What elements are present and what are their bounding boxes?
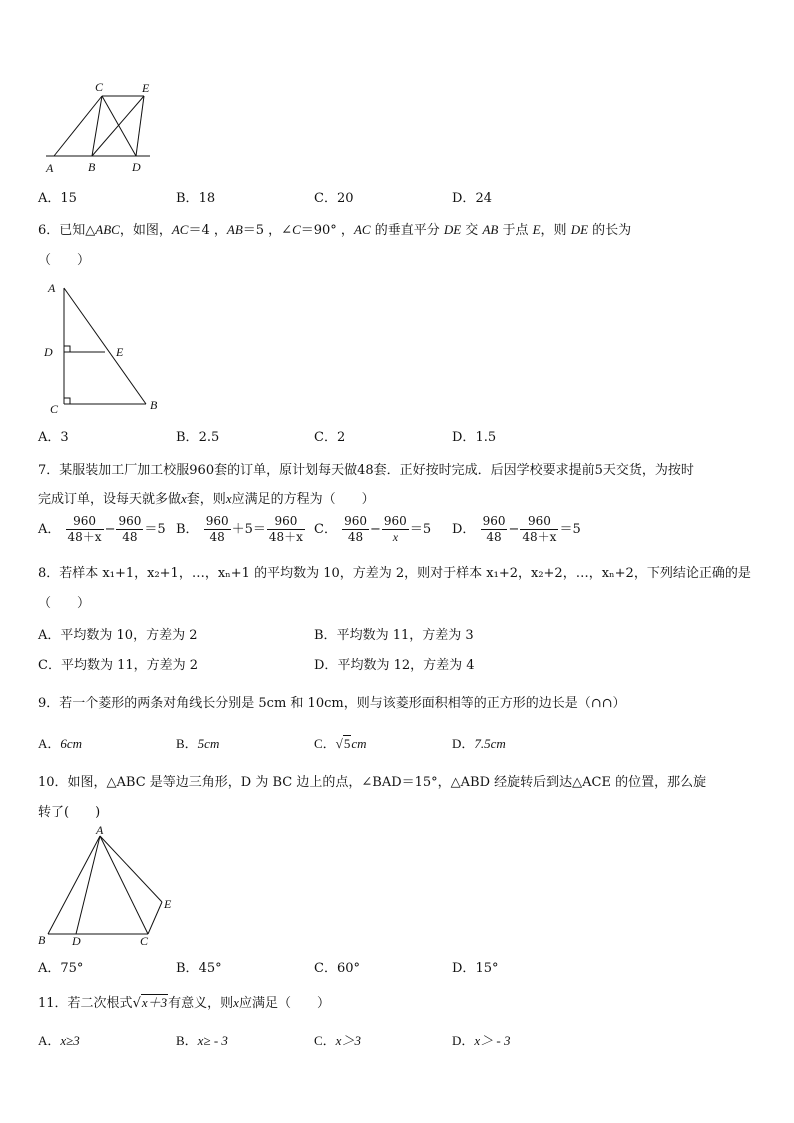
label-d: D (132, 160, 141, 174)
q6-option-c[interactable]: C．2 (314, 430, 346, 445)
q8-option-d[interactable]: D．平均数为 12，方差为 4 (314, 658, 475, 673)
q7-option-b[interactable]: B． $\frac{960}{48}$ ＋5＝ $\frac{960}{48+x}$ (176, 514, 303, 544)
label-a: A (96, 824, 104, 837)
q6-paren: （ ） (38, 253, 91, 268)
q5-option-c[interactable]: C．20 (314, 191, 354, 206)
q9-option-b[interactable]: B．5cm (176, 736, 220, 751)
q6-option-b[interactable]: B．2.5 (176, 430, 220, 445)
q11-option-b[interactable]: B．x≥ - 3 (176, 1033, 228, 1048)
label-a: A (48, 281, 56, 295)
q10-option-c[interactable]: C．60° (314, 961, 360, 976)
label-c: C (50, 402, 59, 416)
q7-stem-line2: 完成订单，设每天就多做x套，则x应满足的方程为（ ） (38, 491, 375, 507)
q6-option-a[interactable]: A．3 (38, 430, 69, 445)
q8-stem: 8．若样本 x₁+1，x₂+1，…，xₙ+1 的平均数为 10，方差为 2，则对于样本 x₁+2，x₂+2，…，xₙ+2，下列结论正确的是 (38, 566, 751, 581)
label-c: C (140, 934, 149, 948)
label-b: B (150, 398, 158, 412)
q7-option-a[interactable]: A． $\frac{960}{48+x}$ − $\frac{960}{48}$ ＝5 (38, 514, 166, 544)
label-e: E (164, 897, 172, 911)
radicand: x＋3 (141, 995, 168, 1010)
q9-option-a[interactable]: A．6cm (38, 736, 83, 751)
q8-paren: （ ） (38, 596, 91, 611)
label-b: B (88, 160, 96, 174)
q5-option-d[interactable]: D．24 (452, 191, 492, 206)
figure-q5-parallelogram (40, 78, 160, 176)
q5-option-b[interactable]: B．18 (176, 191, 216, 206)
label-c: C (95, 80, 104, 94)
q10-stem-line2: 转了( ) (38, 805, 101, 820)
q11-stem: 11．若二次根式√x＋3有意义，则x应满足（ ） (38, 995, 330, 1011)
q11-option-c[interactable]: C．x＞3 (314, 1033, 361, 1048)
q8-option-a[interactable]: A．平均数为 10，方差为 2 (38, 628, 198, 643)
q11-option-a[interactable]: A．x≥3 (38, 1033, 80, 1048)
q7-option-d[interactable]: D． $\frac{960}{48}$ − $\frac{960}{48+x}$ ＝5 (452, 514, 581, 544)
q10-stem-line1: 10．如图，△ABC 是等边三角形，D 为 BC 边上的点，∠BAD＝15°，△ABD 经旋转后到达△ACE 的位置，那么旋 (38, 775, 707, 790)
q9-stem: 9．若一个菱形的两条对角线长分别是 5cm 和 10cm，则与该菱形面积相等的正方形的边长是（∩∩） (38, 696, 626, 711)
q9-option-c[interactable]: C．√5cm (314, 736, 367, 751)
label-b: B (38, 933, 46, 947)
q5-option-a[interactable]: A．15 (38, 191, 77, 206)
figure-q10-equilateral (36, 824, 186, 948)
label-d: D (72, 934, 81, 948)
label-a: A (46, 161, 54, 175)
figure-q6-triangle (40, 278, 170, 418)
q10-option-b[interactable]: B．45° (176, 961, 222, 976)
q6-option-d[interactable]: D．1.5 (452, 430, 497, 445)
q11-option-d[interactable]: D．x＞ - 3 (452, 1033, 511, 1048)
q7-stem-line1: 7．某服装加工厂加工校服960套的订单，原计划每天做48套．正好按时完成．后因学校要求提前5天交货，为按时 (38, 463, 694, 478)
q10-option-a[interactable]: A．75° (38, 961, 84, 976)
q10-option-d[interactable]: D．15° (452, 961, 499, 976)
q6-stem: 6．已知△ABC，如图，AC＝4 ，AB＝5 ，∠C＝90° ，AC 的垂直平分 DE 交 AB 于点 E，则 DE 的长为 (38, 222, 632, 238)
label-d: D (44, 345, 53, 359)
label-e: E (116, 345, 124, 359)
q8-option-c[interactable]: C．平均数为 11，方差为 2 (38, 658, 199, 673)
q9-option-d[interactable]: D．7.5cm (452, 736, 506, 751)
label-e: E (142, 81, 150, 95)
q7-option-c[interactable]: C． $\frac{960}{48}$ − $\frac{960}{x}$ ＝5 (314, 514, 432, 544)
q8-option-b[interactable]: B．平均数为 11，方差为 3 (314, 628, 474, 643)
